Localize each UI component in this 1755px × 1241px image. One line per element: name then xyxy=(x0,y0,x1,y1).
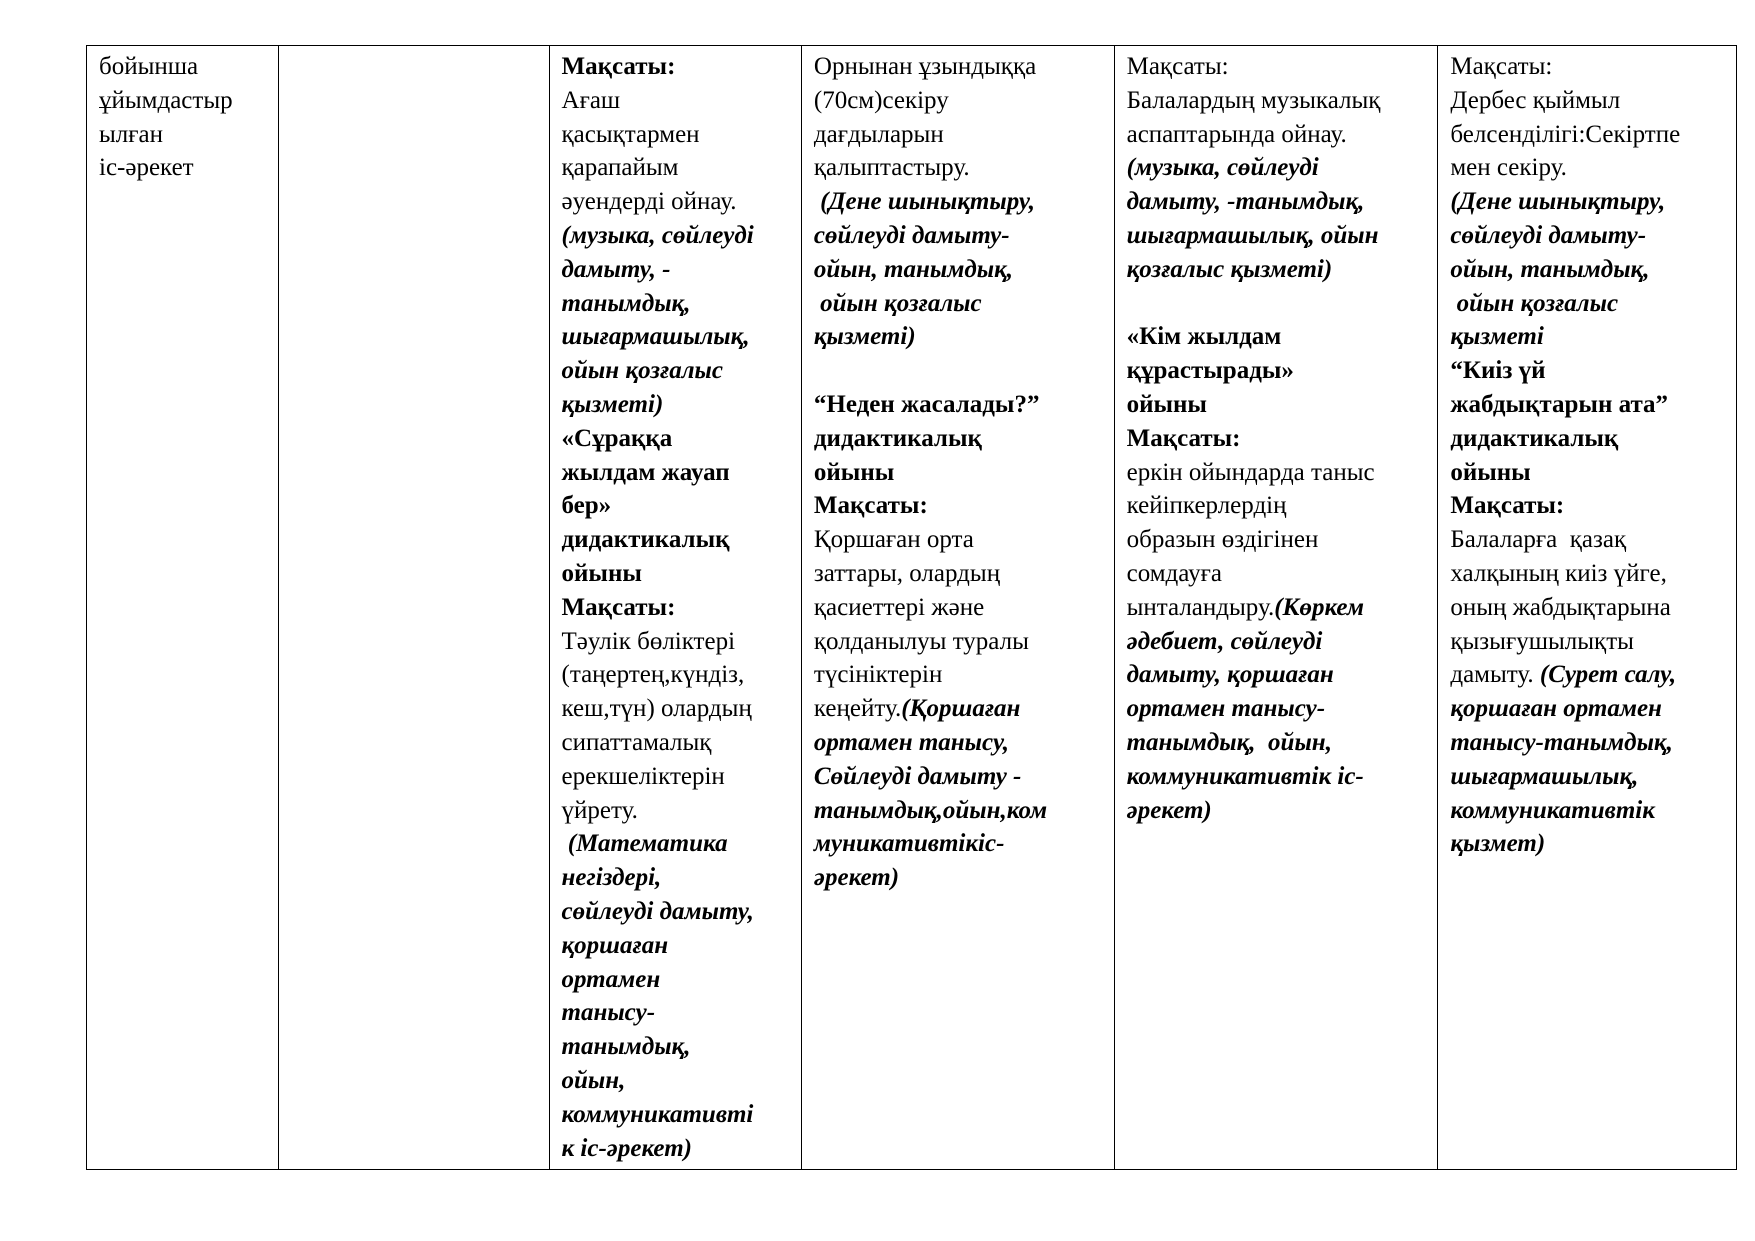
text-line: қызметі) xyxy=(813,323,916,351)
text-line: дидактикалық xyxy=(813,424,982,452)
text-line: Қоршаған орта xyxy=(813,526,974,554)
text-line: негіздері, xyxy=(561,864,662,892)
goal-text-end: кеңейту. xyxy=(813,695,902,723)
goal-text-end: ынталандыру. xyxy=(1126,593,1275,621)
text-line: қасықтармен xyxy=(561,120,700,148)
spacer xyxy=(1127,287,1430,321)
text-line: әдебиет, сөйлеуді xyxy=(1126,627,1323,655)
text-line: ойын, танымдық, xyxy=(1450,255,1650,283)
text-line: сөйлеуді дамыту, xyxy=(561,897,754,925)
text-line: қолданылуы туралы xyxy=(813,627,1029,655)
text-line: заттары, олардың xyxy=(813,559,1001,587)
text-line: кейіпкерлердің xyxy=(1126,492,1287,520)
text-line: Ағаш xyxy=(561,86,621,114)
text-line: «Кім жылдам xyxy=(1126,323,1282,351)
text-line: (Математика xyxy=(561,830,728,858)
text-line: образын өздігінен xyxy=(1126,526,1319,554)
text-line: ұйымдастыр xyxy=(99,86,233,114)
text-line: қозғалыс қызметі) xyxy=(1126,255,1333,283)
text-line: (70см)секіру xyxy=(813,86,949,114)
text-line: қызметі) xyxy=(561,390,664,418)
goal-text xyxy=(562,625,793,828)
integration-areas-start: (Қоршаған xyxy=(901,695,1021,723)
activity-cell-wednesday xyxy=(549,46,801,1170)
integration-areas xyxy=(814,185,1106,354)
text-line: к іс-әрекет) xyxy=(561,1134,692,1162)
text-line: қоршаған ортамен xyxy=(1450,695,1662,723)
text-line: Балалардың музыкалық xyxy=(1126,86,1381,114)
integration-areas-start: (Көркем xyxy=(1274,593,1365,621)
text-line: құрастырады» xyxy=(1126,357,1294,385)
integration-areas xyxy=(1127,151,1430,286)
text-line: ойын, танымдық, xyxy=(813,255,1013,283)
game-title xyxy=(1127,320,1430,421)
text-line: Мақсаты: xyxy=(1450,53,1553,80)
text-line: шығармашылық, xyxy=(1450,762,1639,790)
text-line: ойыны xyxy=(561,559,642,587)
text-line: Орнынан ұзындыққа xyxy=(813,53,1037,80)
text-line: қоршаған xyxy=(561,931,669,959)
text-line: ерекшеліктерін xyxy=(561,762,725,790)
text-line: шығармашылық, xyxy=(561,323,750,351)
text-line: «Сұраққа xyxy=(561,424,673,452)
text-line: сомдауға xyxy=(1126,559,1222,587)
text-line: қызығушылықты xyxy=(1450,627,1634,655)
text-line: белсенділігі:Секіртпе xyxy=(1450,120,1681,148)
text-line: дамыту, қоршаған xyxy=(1126,661,1334,689)
goal-text xyxy=(814,523,1106,692)
text-line: ойыны xyxy=(1450,458,1531,486)
text-line: жабдықтарын ата” xyxy=(1450,390,1669,418)
text-line: ортамен танысу, xyxy=(813,728,1010,756)
text-line: Дербес қыймыл xyxy=(1450,86,1621,114)
text-line: ортамен xyxy=(561,965,661,993)
text-line: әрекет) xyxy=(1126,796,1212,824)
text-line: дағдыларын xyxy=(813,120,944,148)
goal-text xyxy=(1450,50,1728,185)
text-line: (таңертең,күндіз, xyxy=(561,661,745,689)
text-line: ойын қозғалыс xyxy=(1450,289,1619,317)
text-line: дамыту, - xyxy=(561,255,671,283)
integration-areas xyxy=(1450,692,1728,861)
text-line: әрекет) xyxy=(813,864,900,892)
row-label xyxy=(99,50,270,185)
text-line: сөйлеуді дамыту- xyxy=(1450,221,1647,249)
text-line: “Неден жасалады?” xyxy=(813,390,1040,418)
goal-text xyxy=(1127,50,1430,151)
game-title xyxy=(814,388,1106,489)
activity-cell-friday xyxy=(1114,46,1438,1170)
goal-text xyxy=(1450,523,1728,658)
text-line: түсініктерін xyxy=(813,661,943,689)
text-line: коммуникативтік xyxy=(1450,796,1655,824)
integration-areas xyxy=(814,726,1106,895)
table-row xyxy=(87,46,1737,1170)
goal-text xyxy=(1127,456,1430,591)
text-line: ойын қозғалыс xyxy=(813,289,982,317)
text-line: ойыны xyxy=(813,458,895,486)
text-line: Тәулік бөліктері xyxy=(561,627,736,655)
text-line: мен секіру. xyxy=(1450,154,1567,182)
goal-heading: Мақсаты: xyxy=(1126,424,1241,452)
text-line: қызметі xyxy=(1450,323,1544,351)
goal-heading: Мақсаты: xyxy=(813,492,928,520)
text-line: дидактикалық xyxy=(561,526,730,554)
text-line: дамыту, -танымдық, xyxy=(1126,188,1365,216)
text-line: (музыка, сөйлеуді xyxy=(561,221,754,249)
text-line: (Дене шынықтыру, xyxy=(1450,188,1666,216)
text-line: оның жабдықтарына xyxy=(1450,593,1671,621)
goal-text xyxy=(814,50,1106,185)
integration-areas xyxy=(1450,185,1728,354)
text-line: танысу-танымдық, xyxy=(1450,728,1673,756)
text-line: сипаттамалық xyxy=(561,728,712,756)
text-line: бер» xyxy=(561,492,612,520)
mixed-line xyxy=(814,692,1106,726)
text-line: “Киіз үй xyxy=(1450,357,1546,385)
activity-cell-thursday xyxy=(801,46,1114,1170)
text-line: (музыка, сөйлеуді xyxy=(1126,154,1319,182)
text-line: танымдық, xyxy=(561,1033,691,1061)
text-line: бойынша xyxy=(99,53,199,80)
integration-areas xyxy=(1127,625,1430,828)
text-line: халқының киіз үйге, xyxy=(1450,559,1667,587)
text-line: (Дене шынықтыру, xyxy=(813,188,1035,216)
empty-cell xyxy=(279,46,549,1170)
text-line: ылған xyxy=(99,120,164,148)
text-line: іс-әрекет xyxy=(99,154,194,182)
game-title xyxy=(562,422,793,591)
text-line: қалыптастыру. xyxy=(813,154,970,182)
text-line: Сөйлеуді дамыту - xyxy=(813,762,1022,790)
activity-plan-table xyxy=(86,45,1737,1170)
mixed-line xyxy=(1127,591,1430,625)
text-line: қарапайым xyxy=(561,154,679,182)
text-line: танымдық, ойын, xyxy=(1126,728,1332,756)
text-line: сөйлеуді дамыту- xyxy=(813,221,1010,249)
text-line: коммуникативтік іс- xyxy=(1126,762,1364,790)
integration-areas-start: (Сурет салу, xyxy=(1539,661,1677,689)
text-line: аспаптарында ойнау. xyxy=(1126,120,1347,148)
goal-text-end: дамыту. xyxy=(1450,661,1540,689)
text-line: жылдам жауап xyxy=(561,458,730,486)
text-line: танымдық,ойын,ком xyxy=(813,796,1048,824)
activity-cell-free-play xyxy=(1438,46,1737,1170)
text-line: муникативтікіс- xyxy=(813,830,1005,858)
text-line: шығармашылық, ойын xyxy=(1126,221,1379,249)
integration-areas xyxy=(562,827,793,1165)
text-line: қызмет) xyxy=(1450,830,1546,858)
text-line: ортамен танысу- xyxy=(1126,695,1326,723)
goal-heading: Мақсаты: xyxy=(561,593,676,621)
text-line: дидактикалық xyxy=(1450,424,1619,452)
goal-text xyxy=(562,84,793,219)
goal-heading: Мақсаты: xyxy=(561,53,676,80)
text-line: кеш,түн) олардың xyxy=(561,695,752,723)
mixed-line xyxy=(1450,658,1728,692)
text-line: еркін ойындарда таныс xyxy=(1126,458,1375,486)
integration-areas xyxy=(562,219,793,422)
text-line: қасиеттері және xyxy=(813,593,985,621)
text-line: танысу- xyxy=(561,999,656,1027)
goal-heading: Мақсаты: xyxy=(1450,492,1565,520)
text-line: Балаларға қазақ xyxy=(1450,526,1627,554)
text-line: ойыны xyxy=(1126,390,1207,418)
row-label-cell xyxy=(87,46,279,1170)
text-line: ойын, xyxy=(561,1066,626,1094)
text-line: коммуникативті xyxy=(561,1100,754,1128)
text-line: танымдық, xyxy=(561,289,691,317)
game-title xyxy=(1450,354,1728,489)
text-line: үйрету. xyxy=(561,796,638,824)
text-line: әуендерді ойнау. xyxy=(561,188,737,216)
spacer xyxy=(814,354,1106,388)
text-line: Мақсаты: xyxy=(1126,53,1229,80)
text-line: ойын қозғалыс xyxy=(561,357,723,385)
